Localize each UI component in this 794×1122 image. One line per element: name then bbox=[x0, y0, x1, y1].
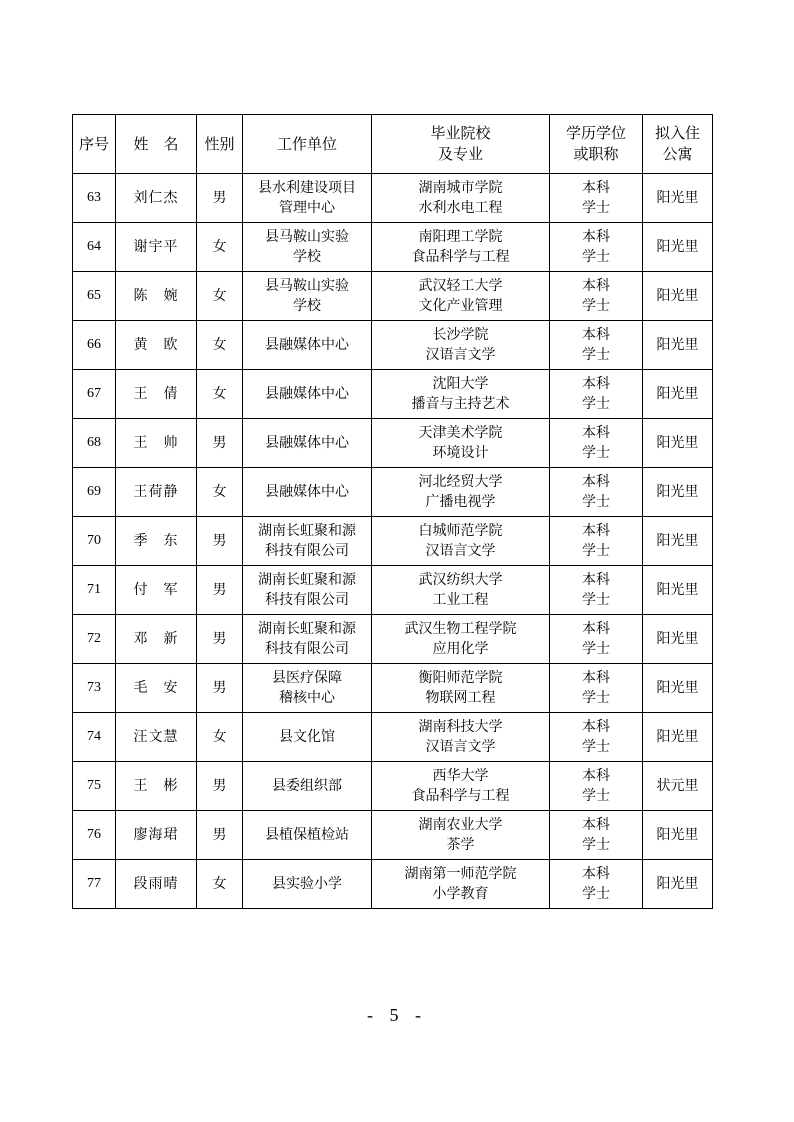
person-name: 季 东 bbox=[116, 517, 197, 566]
table-row bbox=[73, 811, 713, 860]
table-row bbox=[73, 370, 713, 419]
work-unit-line: 县医疗保障 bbox=[272, 670, 342, 686]
header-apartment bbox=[643, 115, 713, 174]
header-no: 序号 bbox=[73, 115, 116, 174]
header-school-line1: 毕业院校 bbox=[430, 124, 491, 142]
row-number: 64 bbox=[73, 223, 116, 272]
apartment: 阳光里 bbox=[643, 223, 713, 272]
work-unit-line: 科技有限公司 bbox=[265, 543, 349, 559]
work-unit bbox=[243, 370, 372, 419]
apartment: 阳光里 bbox=[643, 468, 713, 517]
school-major-line: 播音与主持艺术 bbox=[411, 396, 510, 412]
apartment: 阳光里 bbox=[643, 860, 713, 909]
work-unit-line: 县水利建设项目 bbox=[258, 180, 356, 196]
person-name: 邓 新 bbox=[116, 615, 197, 664]
degree bbox=[550, 272, 643, 321]
person-name: 汪文慧 bbox=[116, 713, 197, 762]
header-school-line2: 及专业 bbox=[437, 145, 483, 163]
person-name: 王 帅 bbox=[116, 419, 197, 468]
header-degree-line2: 或职称 bbox=[573, 145, 619, 163]
degree-line: 本科 bbox=[582, 866, 610, 882]
header-name: 姓 名 bbox=[116, 115, 197, 174]
row-number: 75 bbox=[73, 762, 116, 811]
school-major-line: 湖南科技大学 bbox=[418, 719, 503, 735]
apartment: 阳光里 bbox=[643, 272, 713, 321]
school-major bbox=[372, 468, 550, 517]
school-major bbox=[372, 811, 550, 860]
school-major-line: 小学教育 bbox=[432, 886, 489, 902]
degree bbox=[550, 468, 643, 517]
work-unit-line: 学校 bbox=[293, 249, 321, 265]
apartment: 阳光里 bbox=[643, 566, 713, 615]
school-major-line: 广播电视学 bbox=[425, 494, 496, 510]
school-major bbox=[372, 713, 550, 762]
school-major-line: 湖南城市学院 bbox=[418, 180, 503, 196]
work-unit-line: 管理中心 bbox=[279, 200, 335, 216]
row-number: 76 bbox=[73, 811, 116, 860]
school-major bbox=[372, 664, 550, 713]
row-number: 71 bbox=[73, 566, 116, 615]
row-number: 67 bbox=[73, 370, 116, 419]
table-row bbox=[73, 615, 713, 664]
row-number: 66 bbox=[73, 321, 116, 370]
person-name: 黄 欧 bbox=[116, 321, 197, 370]
school-major-line: 文化产业管理 bbox=[418, 298, 503, 314]
degree bbox=[550, 713, 643, 762]
school-major-line: 南阳理工学院 bbox=[418, 229, 503, 245]
school-major-line: 汉语言文学 bbox=[425, 543, 496, 559]
school-major-line: 茶学 bbox=[446, 837, 475, 853]
work-unit bbox=[243, 664, 372, 713]
gender: 男 bbox=[197, 419, 243, 468]
apartment: 阳光里 bbox=[643, 811, 713, 860]
school-major-line: 湖南农业大学 bbox=[418, 817, 503, 833]
work-unit-line: 县委组织部 bbox=[272, 778, 342, 794]
apartment: 阳光里 bbox=[643, 517, 713, 566]
degree-line: 本科 bbox=[582, 523, 610, 539]
school-major-line: 白城师范学院 bbox=[418, 523, 503, 539]
degree-line: 学士 bbox=[582, 837, 610, 853]
person-name: 付 军 bbox=[116, 566, 197, 615]
apartment: 阳光里 bbox=[643, 664, 713, 713]
work-unit-line: 县融媒体中心 bbox=[265, 386, 349, 402]
school-major bbox=[372, 517, 550, 566]
work-unit-line: 湖南长虹聚和源 bbox=[258, 621, 356, 637]
degree bbox=[550, 566, 643, 615]
person-name: 谢宇平 bbox=[116, 223, 197, 272]
degree-line: 本科 bbox=[582, 180, 610, 196]
school-major-line: 武汉生物工程学院 bbox=[404, 621, 517, 637]
work-unit-line: 县文化馆 bbox=[279, 729, 335, 745]
degree bbox=[550, 321, 643, 370]
school-major-line: 工业工程 bbox=[432, 592, 489, 608]
degree bbox=[550, 370, 643, 419]
gender: 男 bbox=[197, 615, 243, 664]
apartment: 阳光里 bbox=[643, 713, 713, 762]
degree-line: 学士 bbox=[582, 543, 610, 559]
degree-line: 本科 bbox=[582, 474, 610, 490]
degree-line: 本科 bbox=[582, 817, 610, 833]
school-major-line: 西华大学 bbox=[432, 768, 489, 784]
gender: 男 bbox=[197, 664, 243, 713]
school-major-line: 食品科学与工程 bbox=[411, 249, 510, 265]
work-unit-line: 科技有限公司 bbox=[265, 592, 349, 608]
row-number: 73 bbox=[73, 664, 116, 713]
person-name: 段雨晴 bbox=[116, 860, 197, 909]
school-major bbox=[372, 615, 550, 664]
table-row bbox=[73, 566, 713, 615]
school-major-line: 河北经贸大学 bbox=[418, 474, 503, 490]
row-number: 70 bbox=[73, 517, 116, 566]
work-unit-line: 县融媒体中心 bbox=[265, 435, 349, 451]
degree-line: 学士 bbox=[582, 592, 610, 608]
degree bbox=[550, 419, 643, 468]
gender: 男 bbox=[197, 811, 243, 860]
row-number: 63 bbox=[73, 174, 116, 223]
school-major-line: 食品科学与工程 bbox=[411, 788, 510, 804]
apartment: 阳光里 bbox=[643, 419, 713, 468]
gender: 女 bbox=[197, 713, 243, 762]
degree-line: 学士 bbox=[582, 494, 610, 510]
table-row bbox=[73, 468, 713, 517]
degree bbox=[550, 615, 643, 664]
work-unit-line: 县融媒体中心 bbox=[265, 484, 349, 500]
school-major-line: 武汉纺织大学 bbox=[418, 572, 503, 588]
apartment: 阳光里 bbox=[643, 174, 713, 223]
work-unit bbox=[243, 566, 372, 615]
degree-line: 本科 bbox=[582, 425, 610, 441]
degree-line: 学士 bbox=[582, 249, 610, 265]
school-major-line: 湖南第一师范学院 bbox=[404, 866, 517, 882]
work-unit bbox=[243, 419, 372, 468]
work-unit bbox=[243, 223, 372, 272]
work-unit bbox=[243, 713, 372, 762]
header-apartment-line2: 公寓 bbox=[662, 145, 693, 163]
school-major-line: 武汉轻工大学 bbox=[418, 278, 503, 294]
work-unit bbox=[243, 321, 372, 370]
apartment: 阳光里 bbox=[643, 615, 713, 664]
table-row bbox=[73, 321, 713, 370]
degree-line: 学士 bbox=[582, 788, 610, 804]
degree-line: 本科 bbox=[582, 719, 610, 735]
table-body bbox=[73, 174, 713, 909]
degree bbox=[550, 664, 643, 713]
gender: 女 bbox=[197, 321, 243, 370]
degree-line: 本科 bbox=[582, 768, 610, 784]
school-major bbox=[372, 419, 550, 468]
school-major bbox=[372, 223, 550, 272]
header-apartment-line1: 拟入住 bbox=[654, 124, 700, 142]
work-unit bbox=[243, 762, 372, 811]
work-unit bbox=[243, 174, 372, 223]
person-name: 王荷静 bbox=[116, 468, 197, 517]
header-school bbox=[372, 115, 550, 174]
header-degree bbox=[550, 115, 643, 174]
page-number: - 5 - bbox=[367, 1005, 427, 1025]
person-name: 廖海珺 bbox=[116, 811, 197, 860]
school-major-line: 汉语言文学 bbox=[425, 739, 496, 755]
degree bbox=[550, 223, 643, 272]
row-number: 68 bbox=[73, 419, 116, 468]
row-number: 72 bbox=[73, 615, 116, 664]
table-row bbox=[73, 223, 713, 272]
person-name: 王 倩 bbox=[116, 370, 197, 419]
school-major-line: 汉语言文学 bbox=[425, 347, 496, 363]
degree-line: 本科 bbox=[582, 229, 610, 245]
person-name: 毛 安 bbox=[116, 664, 197, 713]
gender: 女 bbox=[197, 223, 243, 272]
person-name: 陈 婉 bbox=[116, 272, 197, 321]
school-major bbox=[372, 370, 550, 419]
school-major-line: 沈阳大学 bbox=[432, 376, 489, 392]
school-major bbox=[372, 860, 550, 909]
school-major-line: 水利水电工程 bbox=[418, 200, 503, 216]
degree-line: 本科 bbox=[582, 327, 610, 343]
degree bbox=[550, 860, 643, 909]
work-unit-line: 县融媒体中心 bbox=[265, 337, 349, 353]
degree bbox=[550, 174, 643, 223]
roster-table bbox=[72, 114, 713, 909]
work-unit-line: 稽核中心 bbox=[279, 690, 335, 706]
work-unit bbox=[243, 811, 372, 860]
school-major-line: 天津美术学院 bbox=[418, 425, 503, 441]
row-number: 74 bbox=[73, 713, 116, 762]
degree bbox=[550, 811, 643, 860]
row-number: 65 bbox=[73, 272, 116, 321]
school-major-line: 物联网工程 bbox=[425, 690, 496, 706]
work-unit bbox=[243, 468, 372, 517]
apartment: 状元里 bbox=[643, 762, 713, 811]
school-major-line: 衡阳师范学院 bbox=[418, 670, 503, 686]
degree-line: 学士 bbox=[582, 739, 610, 755]
degree-line: 本科 bbox=[582, 278, 610, 294]
degree bbox=[550, 762, 643, 811]
work-unit-line: 学校 bbox=[293, 298, 321, 314]
school-major bbox=[372, 174, 550, 223]
degree-line: 本科 bbox=[582, 621, 610, 637]
school-major-line: 长沙学院 bbox=[432, 327, 489, 343]
gender: 男 bbox=[197, 762, 243, 811]
degree-line: 学士 bbox=[582, 298, 610, 314]
header-row bbox=[73, 115, 713, 174]
school-major-line: 应用化学 bbox=[432, 641, 489, 657]
work-unit bbox=[243, 517, 372, 566]
degree-line: 学士 bbox=[582, 200, 610, 216]
table-header bbox=[73, 115, 713, 174]
degree-line: 学士 bbox=[582, 445, 610, 461]
school-major bbox=[372, 566, 550, 615]
table-row bbox=[73, 517, 713, 566]
degree-line: 本科 bbox=[582, 572, 610, 588]
work-unit-line: 县马鞍山实验 bbox=[265, 278, 349, 294]
school-major bbox=[372, 762, 550, 811]
gender: 男 bbox=[197, 174, 243, 223]
work-unit-line: 县实验小学 bbox=[272, 876, 342, 892]
person-name: 王 彬 bbox=[116, 762, 197, 811]
row-number: 69 bbox=[73, 468, 116, 517]
work-unit bbox=[243, 272, 372, 321]
degree-line: 本科 bbox=[582, 670, 610, 686]
school-major bbox=[372, 272, 550, 321]
person-name: 刘仁杰 bbox=[116, 174, 197, 223]
header-unit: 工作单位 bbox=[243, 115, 372, 174]
table-row bbox=[73, 762, 713, 811]
table-row bbox=[73, 664, 713, 713]
apartment: 阳光里 bbox=[643, 321, 713, 370]
work-unit bbox=[243, 860, 372, 909]
degree-line: 学士 bbox=[582, 396, 610, 412]
degree-line: 学士 bbox=[582, 886, 610, 902]
degree-line: 本科 bbox=[582, 376, 610, 392]
degree bbox=[550, 517, 643, 566]
school-major-line: 环境设计 bbox=[432, 445, 489, 461]
apartment: 阳光里 bbox=[643, 370, 713, 419]
gender: 女 bbox=[197, 468, 243, 517]
gender: 女 bbox=[197, 272, 243, 321]
work-unit-line: 湖南长虹聚和源 bbox=[258, 572, 356, 588]
row-number: 77 bbox=[73, 860, 116, 909]
gender: 男 bbox=[197, 566, 243, 615]
work-unit bbox=[243, 615, 372, 664]
header-gender: 性别 bbox=[197, 115, 243, 174]
school-major bbox=[372, 321, 550, 370]
work-unit-line: 科技有限公司 bbox=[265, 641, 349, 657]
gender: 女 bbox=[197, 370, 243, 419]
work-unit-line: 湖南长虹聚和源 bbox=[258, 523, 356, 539]
table-row bbox=[73, 713, 713, 762]
table-row bbox=[73, 174, 713, 223]
gender: 男 bbox=[197, 517, 243, 566]
work-unit-line: 县马鞍山实验 bbox=[265, 229, 349, 245]
table-row bbox=[73, 419, 713, 468]
degree-line: 学士 bbox=[582, 690, 610, 706]
table-row bbox=[73, 272, 713, 321]
gender: 女 bbox=[197, 860, 243, 909]
table-row bbox=[73, 860, 713, 909]
work-unit-line: 县植保植检站 bbox=[265, 827, 349, 843]
degree-line: 学士 bbox=[582, 347, 610, 363]
degree-line: 学士 bbox=[582, 641, 610, 657]
header-degree-line1: 学历学位 bbox=[565, 124, 626, 142]
